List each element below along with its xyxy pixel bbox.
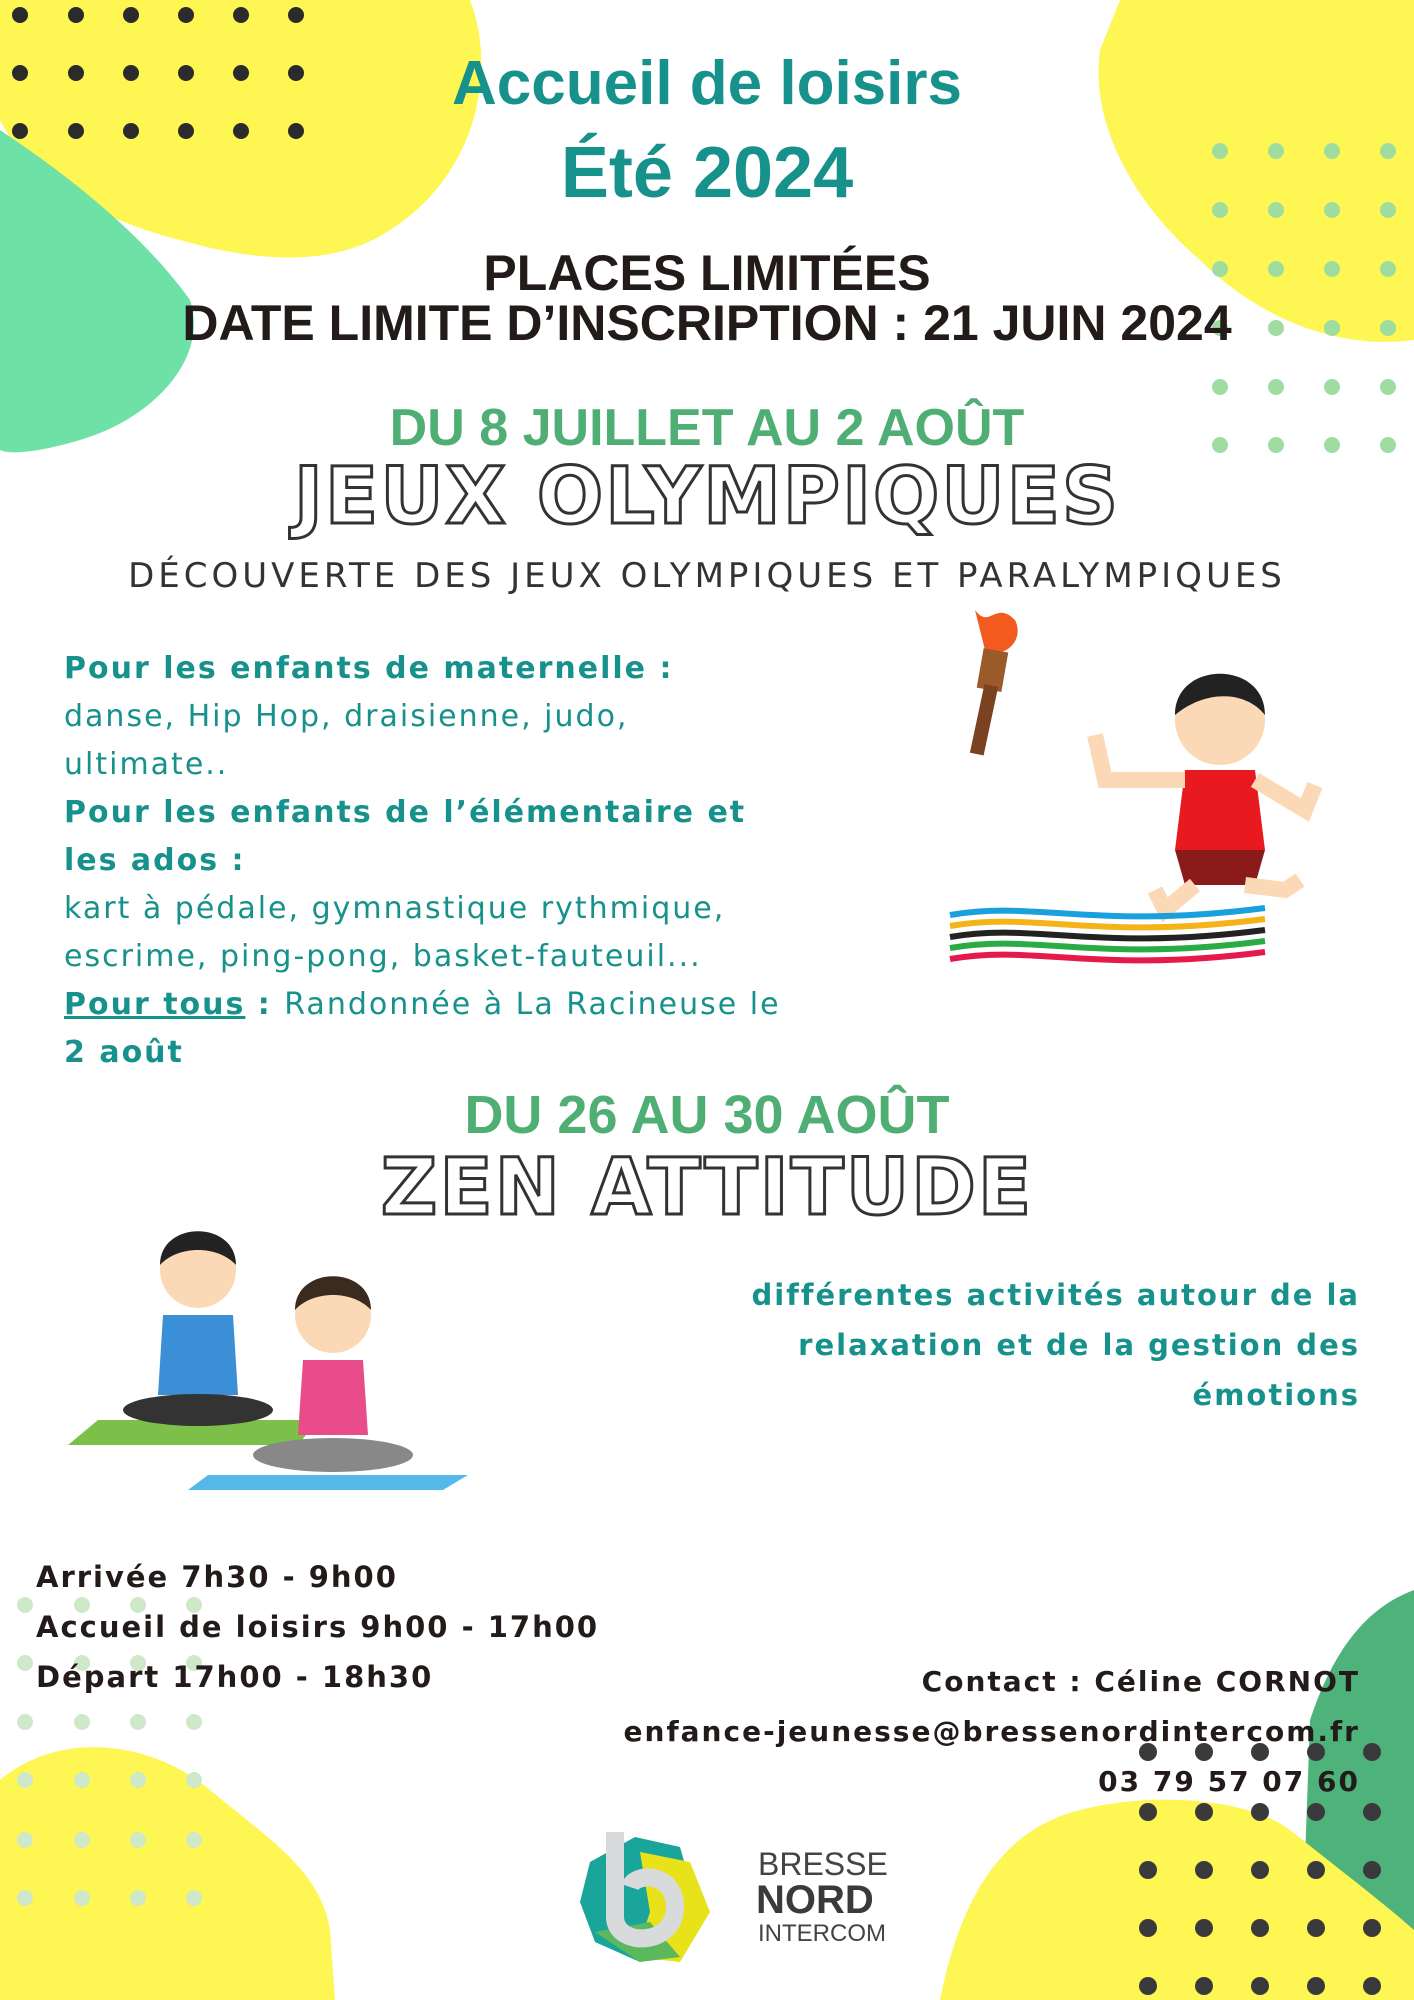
- deadline: DATE LIMITE D’INSCRIPTION : 21 JUIN 2024: [182, 295, 1232, 351]
- session2-description: différentes activités autour de la relaxation et de la gestion des émotions: [751, 1278, 1360, 1412]
- contact-block: [624, 1657, 1360, 1807]
- schedule-day: Accueil de loisirs 9h00 - 17h00: [36, 1610, 600, 1644]
- logo-line3: INTERCOM: [758, 1920, 886, 1947]
- contact-name: Contact : Céline CORNOT: [921, 1665, 1360, 1698]
- logo-line1: BRESSE: [758, 1846, 888, 1882]
- tous-date: 2 août: [64, 1035, 184, 1070]
- schedule-departure: Départ 17h00 - 18h30: [36, 1660, 434, 1694]
- tous-label: Pour tous: [64, 987, 246, 1022]
- maternelle-label: Pour les enfants de maternelle :: [64, 651, 674, 686]
- logo-line2: NORD: [756, 1878, 874, 1922]
- tous-sep: :: [245, 987, 285, 1022]
- tous-text: Randonnée à La Racineuse le: [284, 987, 781, 1022]
- bresse-nord-logo: [580, 1822, 920, 1972]
- session2-theme: ZEN ATTITUDE: [380, 1143, 1034, 1233]
- schedule-arrival: Arrivée 7h30 - 9h00: [36, 1560, 398, 1594]
- elementaire-activities: kart à pédale, gymnastique rythmique, escrime, ping-pong, basket-fauteuil...: [64, 891, 726, 974]
- session2-dates: DU 26 AU 30 AOÛT: [464, 1085, 950, 1145]
- logo-mark-icon: [580, 1822, 730, 1972]
- schedule: [36, 1552, 599, 1702]
- title-line2: Été 2024: [560, 133, 854, 213]
- elementaire-label: Pour les enfants de l’élémentaire et les ados :: [64, 795, 747, 878]
- yoga-kids-illustration: [68, 1220, 478, 1500]
- session1-theme: JEUX OLYMPIQUES: [293, 452, 1121, 542]
- places-limitees: PLACES LIMITÉES: [483, 245, 931, 301]
- session1-dates: DU 8 JUILLET AU 2 AOÛT: [389, 399, 1025, 457]
- contact-phone[interactable]: 03 79 57 07 60: [1098, 1765, 1360, 1798]
- session1-subtitle: DÉCOUVERTE DES JEUX OLYMPIQUES ET PARALYMPIQUES: [128, 556, 1286, 596]
- title-line1: Accueil de loisirs: [452, 49, 962, 118]
- contact-email[interactable]: enfance-jeunesse@bressenordintercom.fr: [623, 1715, 1360, 1748]
- session1-activities: [64, 645, 804, 1077]
- torch-runner-illustration: [945, 600, 1325, 980]
- maternelle-activities: danse, Hip Hop, draisienne, judo, ultimate..: [64, 699, 629, 782]
